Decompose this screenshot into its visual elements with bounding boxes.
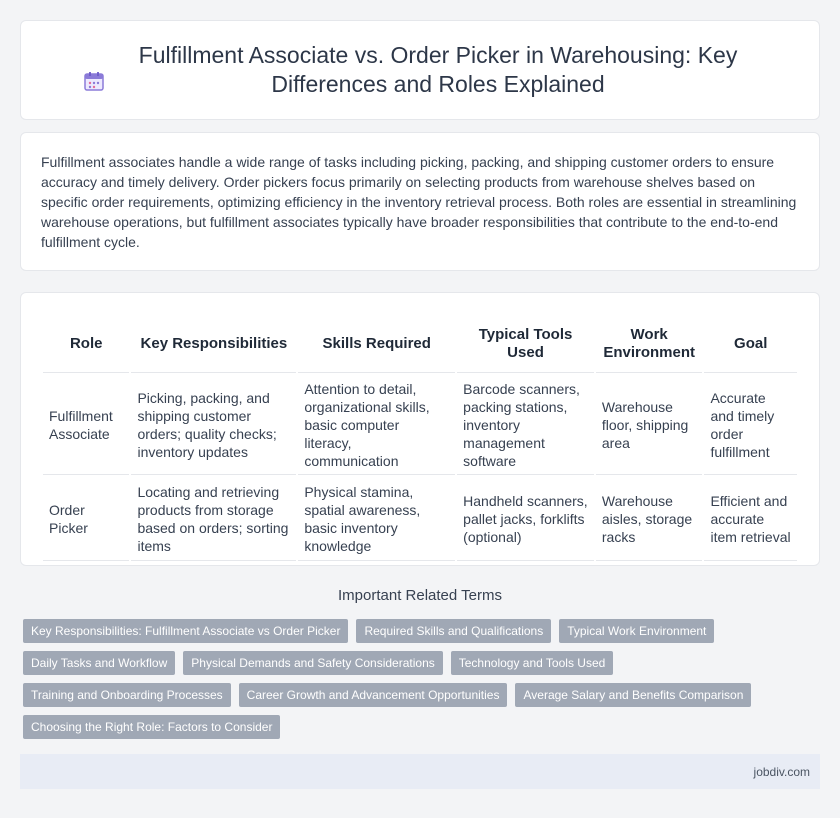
- related-terms-tags: [23, 619, 823, 747]
- related-tag[interactable]: Training and Onboarding Processes: [23, 683, 231, 707]
- footer-site-link[interactable]: jobdiv.com: [753, 764, 810, 779]
- cell-responsibilities: Picking, packing, and shipping customer orders; quality checks; inventory updates: [131, 375, 296, 475]
- related-tag[interactable]: Daily Tasks and Workflow: [23, 651, 175, 675]
- cell-tools: Handheld scanners, pallet jacks, forklifts (optional): [457, 477, 594, 561]
- comparison-table-card: [20, 292, 820, 566]
- intro-paragraph: Fulfillment associates handle a wide range of tasks including picking, packing, and shipping customer orders to ensure accuracy and timely delivery. Order pickers focus primarily on selecting products from warehouse shelves based on specific order requirements, optimizing efficiency in the inventory retrieval process. Both roles are essential in streamlining warehouse operations, but fulfillment associates typically have broader responsibilities that contribute to the end-to-end fulfillment cycle.: [41, 154, 797, 250]
- table-row: [43, 375, 797, 475]
- related-tag[interactable]: Required Skills and Qualifications: [356, 619, 551, 643]
- header-card: [20, 20, 820, 120]
- comparison-table: [41, 313, 799, 563]
- cell-responsibilities: Locating and retrieving products from storage based on orders; sorting items: [131, 477, 296, 561]
- cell-role: Order Picker: [43, 477, 129, 561]
- cell-goal: Accurate and timely order fulfillment: [704, 375, 797, 475]
- header-role: Role: [43, 315, 129, 373]
- related-tag[interactable]: Technology and Tools Used: [451, 651, 614, 675]
- header-skills: Skills Required: [298, 315, 455, 373]
- cell-role: Fulfillment Associate: [43, 375, 129, 475]
- table-row: [43, 477, 797, 561]
- related-tag[interactable]: Typical Work Environment: [559, 619, 714, 643]
- related-tag[interactable]: Choosing the Right Role: Factors to Consider: [23, 715, 280, 739]
- header-goal: Goal: [704, 315, 797, 373]
- cell-goal: Efficient and accurate item retrieval: [704, 477, 797, 561]
- header-tools: Typical Tools Used: [457, 315, 594, 373]
- cell-environment: Warehouse aisles, storage racks: [596, 477, 703, 561]
- related-tag[interactable]: Physical Demands and Safety Considerations: [183, 651, 442, 675]
- cell-environment: Warehouse floor, shipping area: [596, 375, 703, 475]
- header-environment: Work Environment: [596, 315, 703, 373]
- related-tag[interactable]: Average Salary and Benefits Comparison: [515, 683, 751, 707]
- page-title: Fulfillment Associate vs. Order Picker in Warehousing: Key Differences and Roles Explained: [138, 42, 738, 97]
- intro-card: [20, 132, 820, 271]
- cell-skills: Physical stamina, spatial awareness, basic inventory knowledge: [298, 477, 455, 561]
- calendar-icon: [82, 69, 106, 93]
- footer: [20, 754, 820, 789]
- table-header-row: [43, 315, 797, 373]
- cell-skills: Attention to detail, organizational skills, basic computer literacy, communication: [298, 375, 455, 475]
- header-responsibilities: Key Responsibilities: [131, 315, 296, 373]
- related-tag[interactable]: Key Responsibilities: Fulfillment Associate vs Order Picker: [23, 619, 348, 643]
- related-terms-title: Important Related Terms: [338, 587, 502, 604]
- cell-tools: Barcode scanners, packing stations, inventory management software: [457, 375, 594, 475]
- related-tag[interactable]: Career Growth and Advancement Opportunities: [239, 683, 508, 707]
